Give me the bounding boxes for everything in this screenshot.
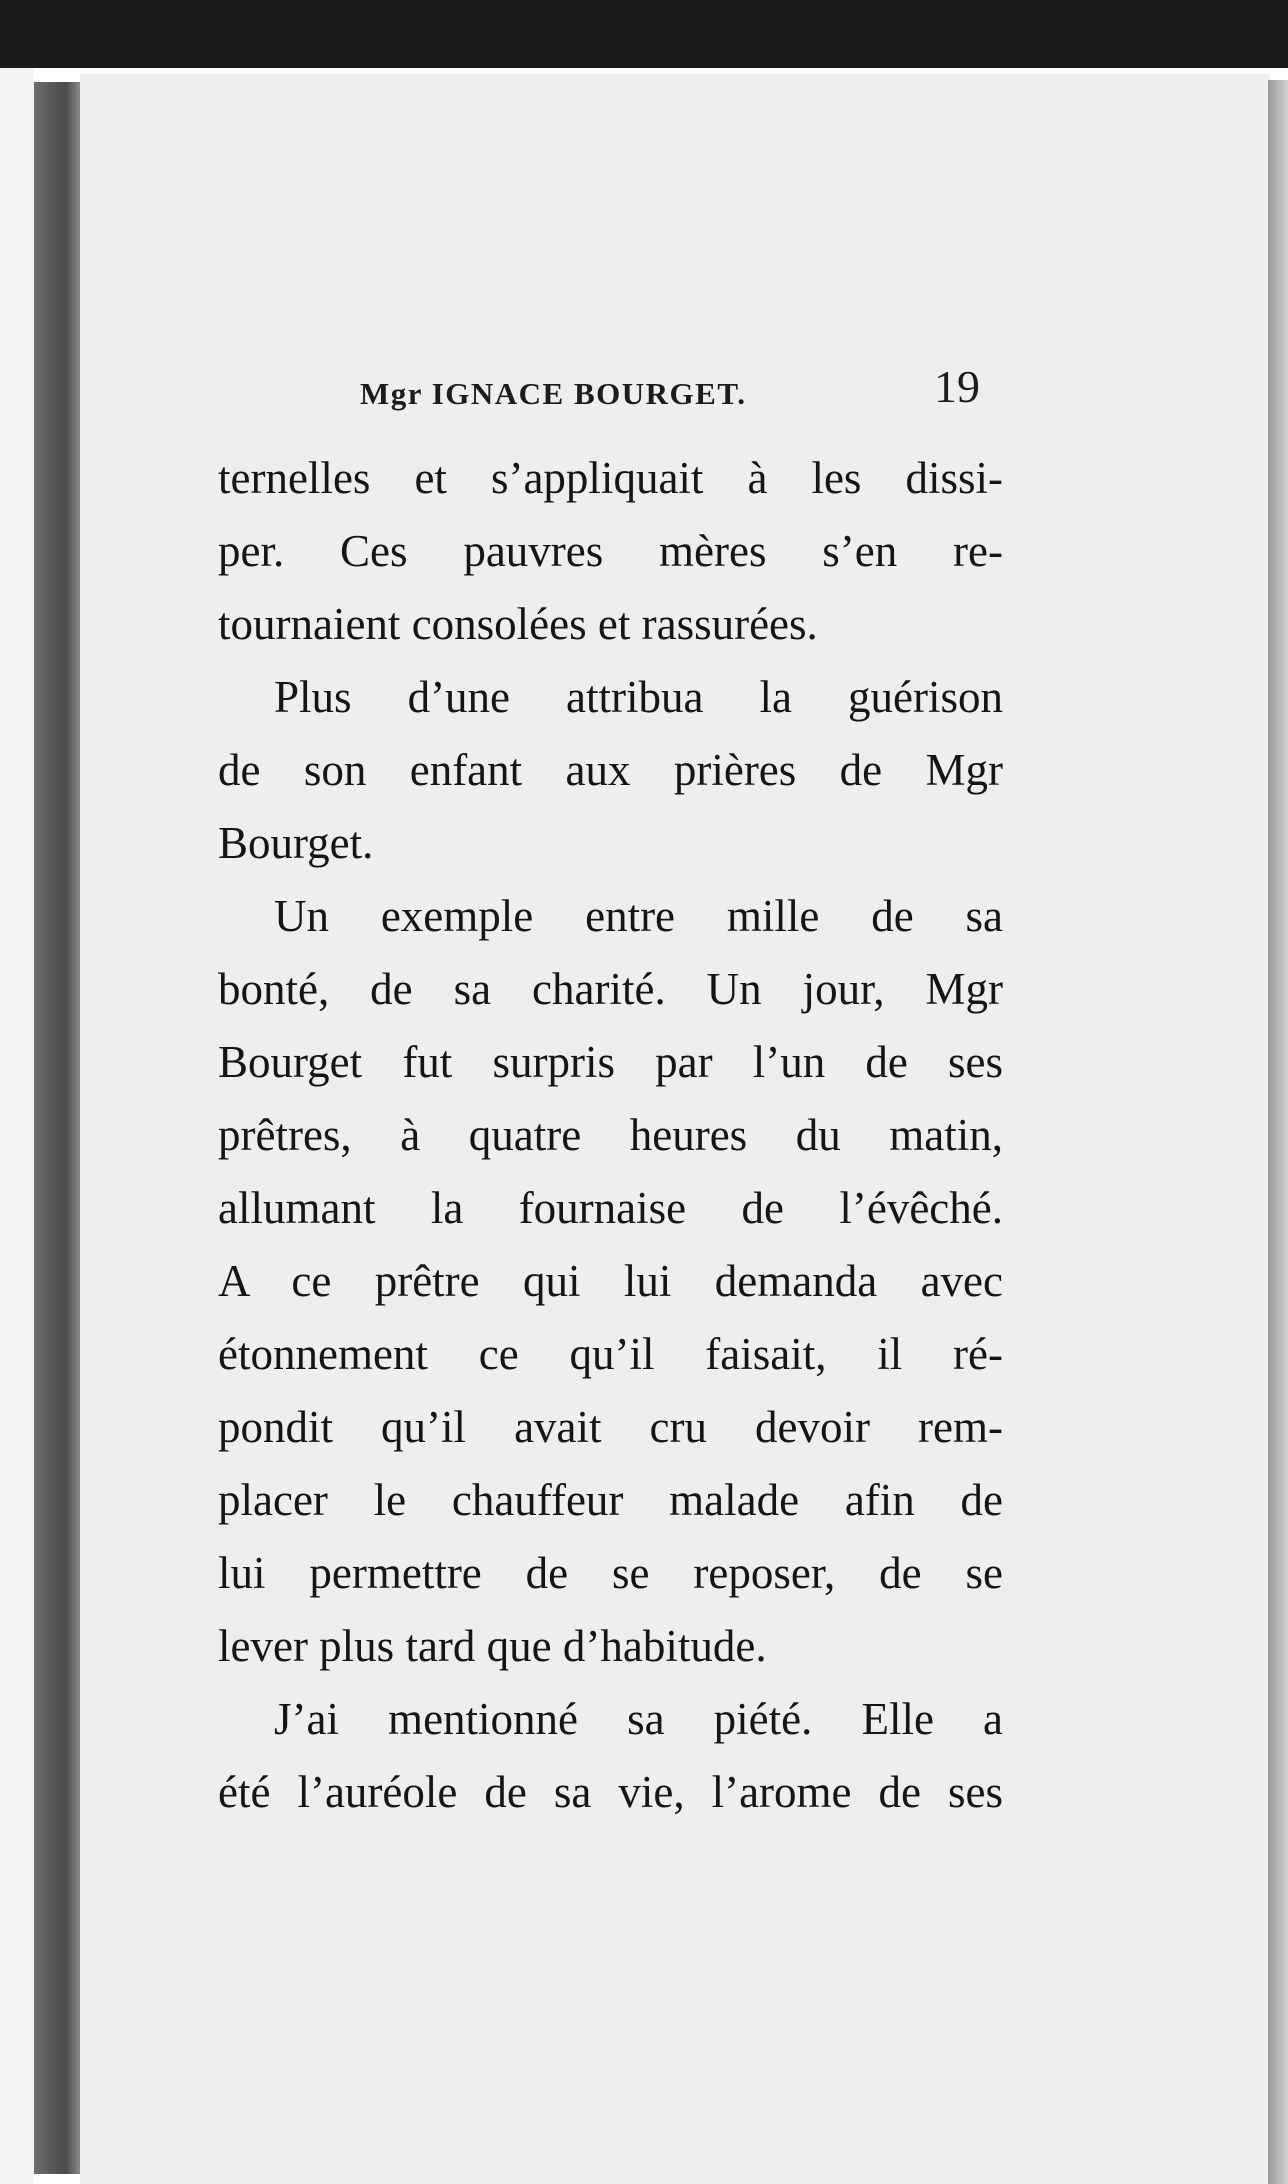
text-line: Un exemple entre mille de sa: [274, 891, 1003, 941]
scanner-top-band: [0, 0, 1288, 68]
text-line: Plus d’une attribua la guérison: [274, 672, 1003, 722]
text-line: A ce prêtre qui lui demanda avec: [218, 1256, 1003, 1306]
text-line: étonnement ce qu’il faisait, il ré-: [218, 1329, 1003, 1379]
text-line: per. Ces pauvres mères s’en re-: [218, 526, 1003, 576]
text-line: lever plus tard que d’habitude.: [218, 1621, 767, 1671]
text-line: prêtres, à quatre heures du matin,: [218, 1110, 1003, 1160]
book-spine: [34, 82, 80, 2174]
text-line: placer le chauffeur malade afin de: [218, 1475, 1003, 1525]
text-line: J’ai mentionné sa piété. Elle a: [274, 1694, 1003, 1744]
text-line: lui permettre de se reposer, de se: [218, 1548, 1003, 1598]
text-line: ternelles et s’appliquait à les dissi-: [218, 453, 1003, 503]
text-line: tournaient consolées et rassurées.: [218, 599, 818, 649]
text-line: bonté, de sa charité. Un jour, Mgr: [218, 964, 1003, 1014]
page-right-edge: [1268, 80, 1288, 2184]
body-text: [218, 442, 1003, 1829]
text-line: Bourget.: [218, 818, 374, 868]
text-line: de son enfant aux prières de Mgr: [218, 745, 1003, 795]
text-line: pondit qu’il avait cru devoir rem-: [218, 1402, 1003, 1452]
page-number: 19: [934, 361, 980, 412]
text-line: Bourget fut surpris par l’un de ses: [218, 1037, 1003, 1087]
running-head: [220, 358, 990, 418]
scanner-left-margin: [0, 68, 34, 2184]
running-title: Mgr IGNACE BOURGET.: [360, 376, 747, 411]
text-line: été l’auréole de sa vie, l’arome de ses: [218, 1767, 1003, 1817]
text-line: allumant la fournaise de l’évêché.: [218, 1183, 1003, 1233]
